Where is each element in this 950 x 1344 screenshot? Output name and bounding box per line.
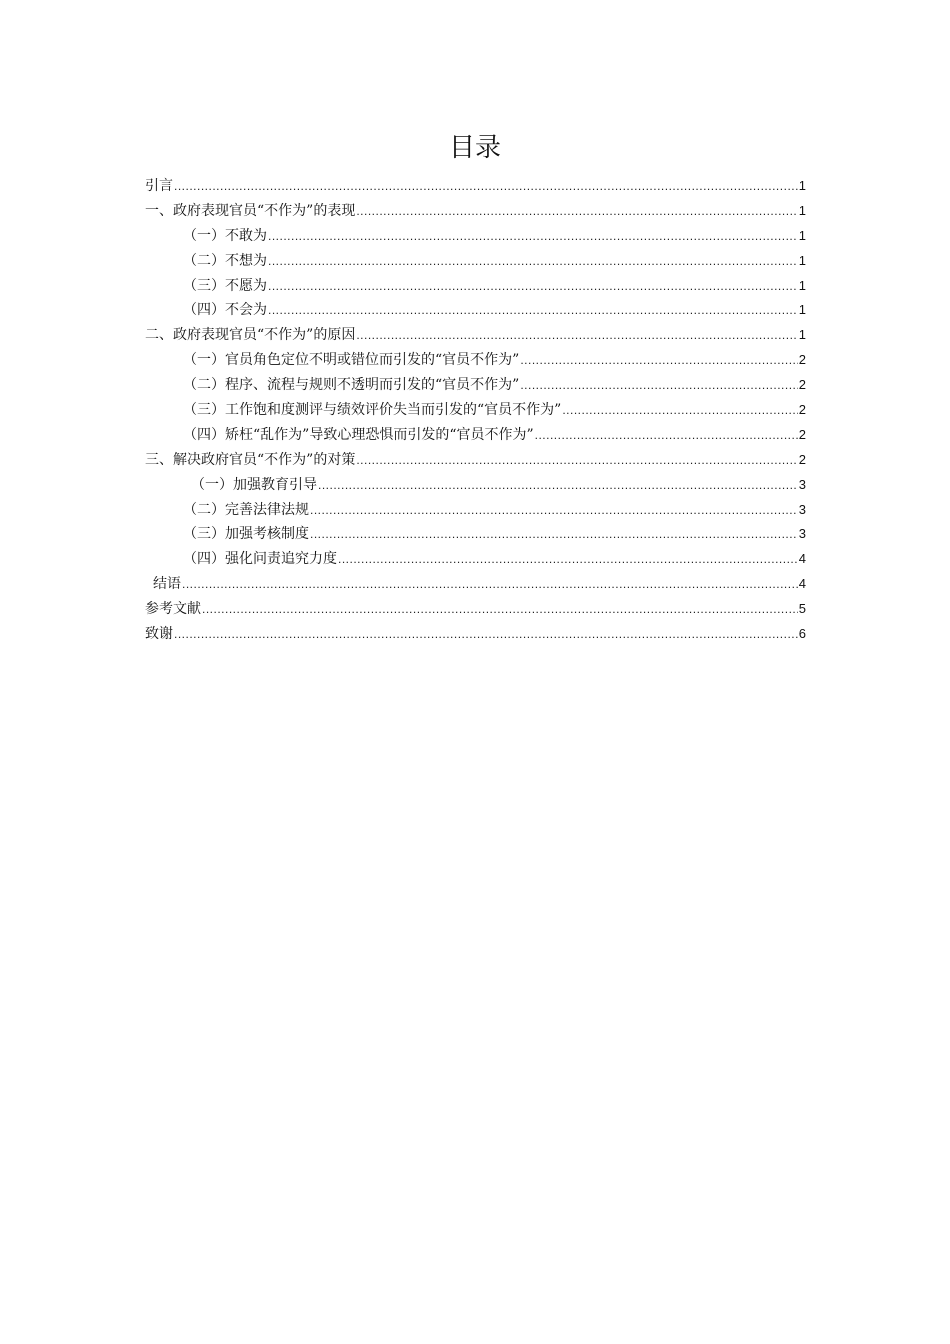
toc-entry-text: （三）不愿为 xyxy=(183,277,267,294)
toc-dot-leader xyxy=(268,224,798,249)
table-of-contents xyxy=(145,174,806,647)
toc-entry-conclusion[interactable] xyxy=(145,572,806,597)
toc-entry-references[interactable] xyxy=(145,597,806,622)
toc-page-number: 1 xyxy=(798,302,806,318)
toc-entry-text: （三）工作饱和度测评与绩效评价失当而引发的“官员不作为” xyxy=(183,402,562,419)
toc-page-number: 2 xyxy=(798,352,806,368)
toc-entry-section-2-4[interactable] xyxy=(145,423,806,448)
toc-entry-section-2-2[interactable] xyxy=(145,373,806,398)
toc-entry-text: （二）程序、流程与规则不透明而引发的“官员不作为” xyxy=(183,377,520,394)
toc-dot-leader xyxy=(356,323,797,348)
toc-entry-section-1-2[interactable] xyxy=(145,249,806,274)
toc-dot-leader xyxy=(182,572,798,597)
toc-entry-introduction[interactable] xyxy=(145,174,806,199)
toc-entry-section-3[interactable] xyxy=(145,448,806,473)
toc-page-number: 3 xyxy=(798,526,806,542)
toc-page-number: 1 xyxy=(798,227,806,243)
toc-dot-leader xyxy=(174,174,798,199)
toc-page-number: 5 xyxy=(798,601,806,617)
toc-page-number: 4 xyxy=(798,551,806,567)
toc-page-number: 1 xyxy=(798,178,806,193)
toc-entry-section-1-4[interactable] xyxy=(145,298,806,323)
toc-entry-acknowledgements[interactable] xyxy=(145,622,806,647)
toc-dot-leader xyxy=(268,274,798,299)
toc-entry-text: （二）完善法律法规 xyxy=(183,501,309,518)
toc-entry-section-1-1[interactable] xyxy=(145,224,806,249)
toc-page-number: 2 xyxy=(798,377,806,393)
toc-entry-section-2-3[interactable] xyxy=(145,398,806,423)
toc-dot-leader xyxy=(356,199,797,224)
toc-entry-section-3-2[interactable] xyxy=(145,498,806,523)
toc-dot-leader xyxy=(174,622,798,647)
toc-dot-leader xyxy=(356,448,797,473)
toc-entry-text: （二）不想为 xyxy=(183,252,267,269)
toc-page-number: 2 xyxy=(798,402,806,418)
toc-dot-leader xyxy=(562,398,797,423)
toc-entry-section-3-3[interactable] xyxy=(145,522,806,547)
toc-entry-text: 参考文献 xyxy=(145,601,201,618)
toc-entry-section-1[interactable] xyxy=(145,199,806,224)
toc-dot-leader xyxy=(310,522,798,547)
toc-page-number: 1 xyxy=(798,252,806,268)
toc-dot-leader xyxy=(310,498,798,523)
toc-entry-text: 结语 xyxy=(153,576,181,593)
toc-page-number: 2 xyxy=(798,451,806,467)
toc-dot-leader xyxy=(520,348,797,373)
toc-entry-section-3-1[interactable] xyxy=(145,473,806,498)
toc-page-number: 1 xyxy=(798,202,806,218)
toc-entry-text: （三）加强考核制度 xyxy=(183,526,309,543)
toc-page-number: 1 xyxy=(798,327,806,343)
toc-entry-section-2-1[interactable] xyxy=(145,348,806,373)
toc-page-number: 3 xyxy=(798,476,806,492)
toc-page-number: 1 xyxy=(798,277,806,293)
toc-entry-text: 二、政府表现官员“不作为”的原因 xyxy=(145,327,356,344)
toc-entry-text: 一、政府表现官员“不作为”的表现 xyxy=(145,202,356,219)
toc-dot-leader xyxy=(268,249,798,274)
toc-page-number: 6 xyxy=(798,626,806,642)
toc-entry-text: （四）矫枉“乱作为”导致心理恐惧而引发的“官员不作为” xyxy=(183,426,534,443)
toc-entry-text: （一）官员角色定位不明或错位而引发的“官员不作为” xyxy=(183,352,520,369)
toc-page-number: 4 xyxy=(798,576,806,592)
toc-entry-section-2[interactable] xyxy=(145,323,806,348)
toc-page-number: 3 xyxy=(798,501,806,517)
toc-entry-text: （一）加强教育引导 xyxy=(191,476,317,493)
toc-dot-leader xyxy=(520,373,797,398)
toc-entry-section-1-3[interactable] xyxy=(145,274,806,299)
toc-entry-text: （一）不敢为 xyxy=(183,227,267,244)
toc-page-number: 2 xyxy=(798,426,806,442)
toc-dot-leader xyxy=(338,547,798,572)
toc-dot-leader xyxy=(535,423,798,448)
toc-entry-section-3-4[interactable] xyxy=(145,547,806,572)
toc-entry-text: （四）不会为 xyxy=(183,302,267,319)
toc-entry-text: 引言 xyxy=(145,178,173,194)
toc-dot-leader xyxy=(268,298,798,323)
toc-dot-leader xyxy=(318,473,798,498)
toc-entry-text: 三、解决政府官员“不作为”的对策 xyxy=(145,451,356,468)
toc-entry-text: 致谢 xyxy=(145,626,173,643)
toc-entry-text: （四）强化问责追究力度 xyxy=(183,551,337,568)
toc-title: 目录 xyxy=(448,133,501,163)
toc-dot-leader xyxy=(202,597,798,622)
